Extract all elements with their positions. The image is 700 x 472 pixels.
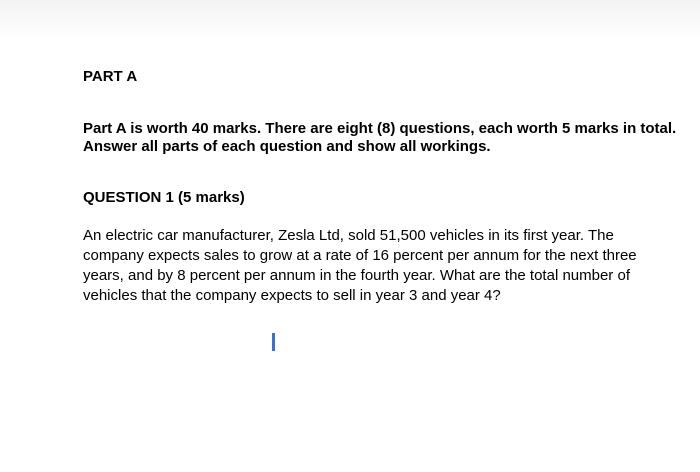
part-intro: Part A is worth 40 marks. There are eight (8) questions, each worth 5 marks in total. Answer all parts of each question and show all workings. (83, 120, 677, 155)
question-body: An electric car manufacturer, Zesla Ltd, sold 51,500 vehicles in its first year. The company expects sales to grow at a rate of 16 percent per annum for the next three years, and by 8 percent per annum in the fourth year. What are the total number of vehicles that the company expects to sell in year 3 and year 4? (83, 227, 637, 304)
question-heading: QUESTION 1 (5 marks) (83, 189, 245, 206)
text-cursor[interactable] (272, 333, 275, 351)
part-heading: PART A (83, 68, 138, 85)
top-shade (0, 0, 700, 40)
